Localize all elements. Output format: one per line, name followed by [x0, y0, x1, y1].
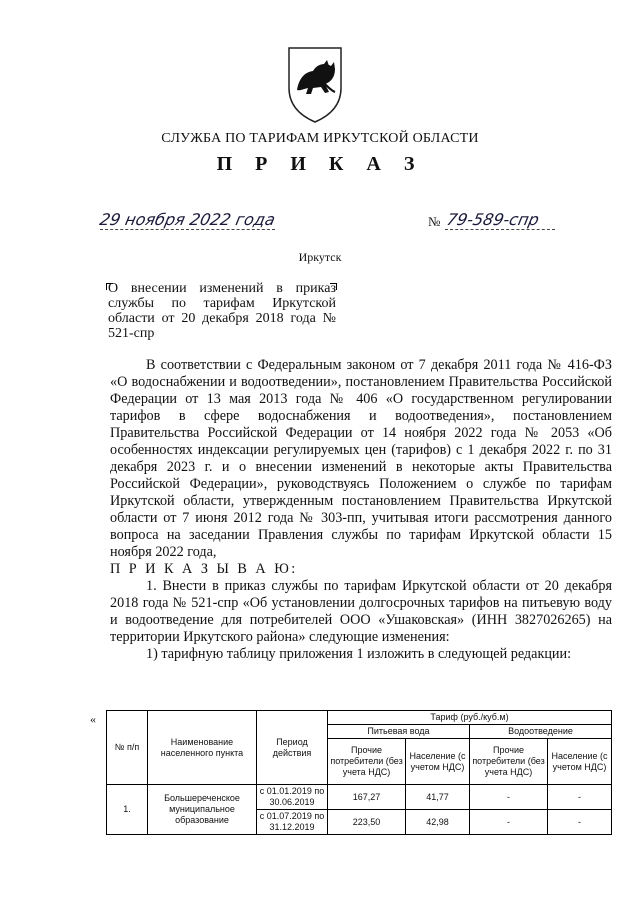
orders-word: П Р И К А З Ы В А Ю: [110, 561, 298, 577]
row-sewer-population: - [548, 810, 612, 835]
subitem-1-paragraph: 1) тарифную таблицу приложения 1 изложить в следующей редакции: [146, 646, 572, 662]
opening-quote-mark: « [90, 712, 96, 726]
handwritten-number: 79-589-спр [444, 210, 541, 229]
document-body [110, 357, 612, 663]
header-tariff: Тариф (руб./куб.м) [328, 711, 612, 725]
header-name: Наименование населенного пункта [148, 711, 257, 785]
coat-of-arms-emblem [275, 44, 355, 124]
header-water-population: Население (с учетом НДС) [406, 739, 470, 785]
row-name: Большереченское муниципальное образование [148, 785, 257, 835]
preamble-paragraph: В соответствии с Федеральным законом от 7 декабря 2011 года № 416-ФЗ «О водоснабжении и водоотведении», постановлением Правительства Российской Федерации от 13 мая 2013 года № 406 «О государственном регулировании тарифов в сфере водоснабжения и водоотведения», постановлением Правительства Российской Федерации от 14 ноября 2022 года № 2053 «Об особенностях индексации регулируемых цен (тарифов) с 1 декабря 2022 г. по 31 декабря 2023 г. и о внесении изменений в некоторые акты Правительства Российской Федерации», руководствуясь Положением о службе по тарифам Иркутской области, утвержденным постановлением Правительства Иркутской области от 7 июня 2012 года № 303-пп, учитывая итоги рассмотрения данного вопроса на заседании Правления службы по тарифам Иркутской области 15 ноября 2022 года, [110, 357, 612, 560]
handwritten-date: 29 ноября 2022 года [97, 210, 277, 229]
item-1-paragraph: 1. Внести в приказ службы по тарифам Иркутской области от 20 декабря 2018 года № 521-спр «Об установлении долгосрочных тарифов на питьевую воду и водоотведение для потребителей ООО «Ушаковская» (ИНН 3827026265) на территории Иркутского района» следующие изменения: [110, 578, 612, 645]
header-water-other: Прочие потребители (без учета НДС) [328, 739, 406, 785]
header-num: № п/п [107, 711, 148, 785]
row-water-population: 41,77 [406, 785, 470, 810]
city: Иркутск [298, 250, 342, 264]
row-num: 1. [107, 785, 148, 835]
row-period: с 01.07.2019 по 31.12.2019 [257, 810, 328, 835]
table-row [107, 785, 612, 810]
header-sewer-population: Население (с учетом НДС) [548, 739, 612, 785]
row-water-other: 223,50 [328, 810, 406, 835]
date-underline [100, 229, 275, 230]
row-sewer-other: - [469, 785, 547, 810]
header-sewer-other: Прочие потребители (без учета НДС) [469, 739, 547, 785]
header-sewer: Водоотведение [469, 725, 611, 739]
tariff-table [106, 710, 612, 835]
header-water: Питьевая вода [328, 725, 470, 739]
organization-name: СЛУЖБА ПО ТАРИФАМ ИРКУТСКОЙ ОБЛАСТИ [161, 131, 479, 146]
row-water-population: 42,98 [406, 810, 470, 835]
document-subject: О внесении изменений в приказ службы по тарифам Иркутской области от 20 декабря 2018 года № 521-спр [108, 281, 336, 341]
number-label: № [428, 214, 441, 229]
row-sewer-population: - [548, 785, 612, 810]
header-period: Период действия [257, 711, 328, 785]
row-sewer-other: - [469, 810, 547, 835]
row-period: с 01.01.2019 по 30.06.2019 [257, 785, 328, 810]
row-water-other: 167,27 [328, 785, 406, 810]
document-type-title: П Р И К А З [216, 153, 424, 175]
number-underline [445, 229, 555, 230]
